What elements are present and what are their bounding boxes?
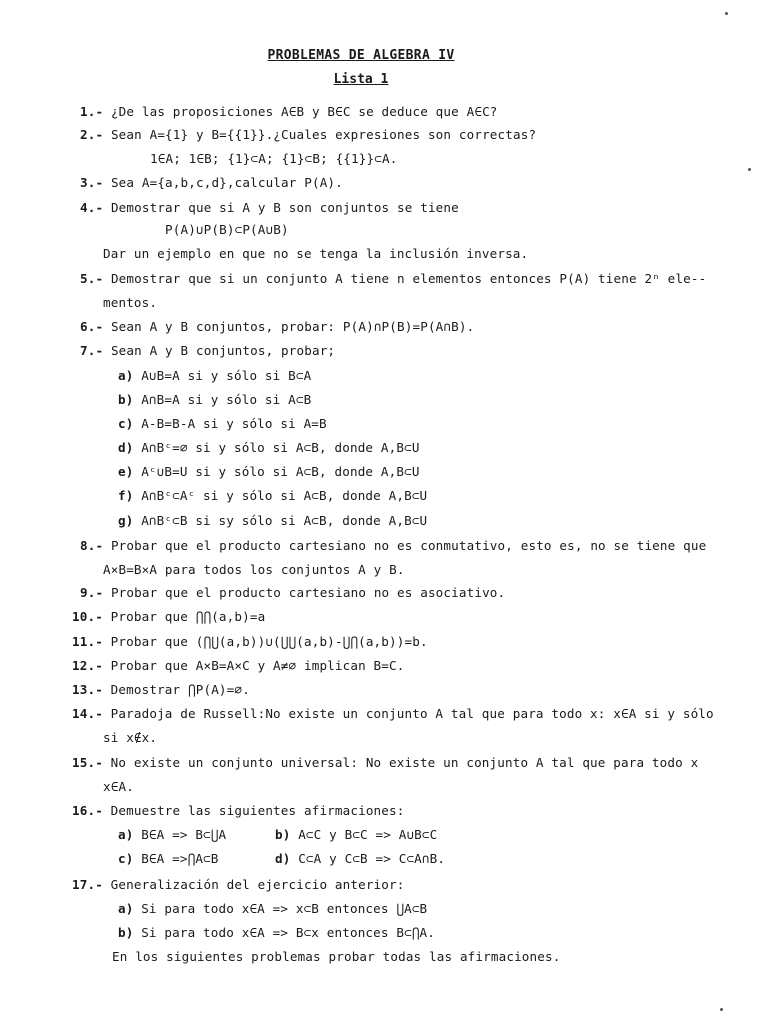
problem-number: 15.- <box>72 755 103 770</box>
problem-number: 5.- <box>80 271 104 286</box>
problem-text: En los siguientes problemas probar todas las afirmaciones. <box>112 949 561 964</box>
problem-16a <box>118 827 226 843</box>
problem-text: Demuestre las siguientes afirmaciones: <box>110 803 405 818</box>
problem-17a <box>118 901 427 917</box>
list-subtitle: Lista 1 <box>333 72 389 87</box>
problem-text: A×B=B×A para todos los conjuntos A y B. <box>103 562 405 577</box>
item-letter: d) <box>275 851 291 866</box>
item-letter: b) <box>118 925 134 940</box>
problem-text: Sea A={a,b,c,d},calcular P(A). <box>110 175 343 190</box>
problem-number: 9.- <box>80 585 104 600</box>
problem-text: A∩B=A si y sólo si A⊂B <box>141 392 312 407</box>
problem-number: 1.- <box>80 104 104 119</box>
item-letter: g) <box>118 513 134 528</box>
problem-1 <box>80 104 498 120</box>
problem-text: A⊂C y B⊂C => A∪B⊂C <box>298 827 438 842</box>
problem-number: 3.- <box>80 175 104 190</box>
problem-number: 2.- <box>80 127 104 142</box>
problem-5 <box>80 271 706 287</box>
problem-9 <box>80 585 505 601</box>
problem-7f <box>118 488 427 504</box>
problem-text: Generalización del ejercicio anterior: <box>110 877 405 892</box>
problem-7c <box>118 416 327 432</box>
problem-text: A∩Bᶜ⊂Aᶜ si y sólo si A⊂B, donde A,B⊂U <box>141 488 428 503</box>
problem-11 <box>72 634 428 650</box>
problem-10 <box>72 609 265 625</box>
item-letter: d) <box>118 440 134 455</box>
problem-number: 13.- <box>72 682 103 697</box>
problem-16b <box>275 827 437 843</box>
problem-4-formula <box>165 222 289 238</box>
scan-speck <box>725 12 728 15</box>
problem-14-cont <box>103 730 157 746</box>
problem-4 <box>80 200 459 216</box>
problem-text: No existe un conjunto universal: No existe un conjunto A tal que para todo x <box>110 755 699 770</box>
item-letter: b) <box>118 392 134 407</box>
item-letter: e) <box>118 464 134 479</box>
problem-text: Aᶜ∪B=U si y sólo si A⊂B, donde A,B⊂U <box>141 464 420 479</box>
item-letter: a) <box>118 368 134 383</box>
problem-17 <box>72 877 405 893</box>
problem-text: Dar un ejemplo en que no se tenga la inclusión inversa. <box>103 246 529 261</box>
item-letter: a) <box>118 827 134 842</box>
problem-text: Si para todo x∈A => x⊂B entonces ⋃A⊂B <box>141 901 428 916</box>
problem-number: 14.- <box>72 706 103 721</box>
scan-speck <box>748 168 751 171</box>
problem-text: Demostrar que si un conjunto A tiene n elementos entonces P(A) tiene 2ⁿ ele-- <box>110 271 707 286</box>
problem-number: 7.- <box>80 343 104 358</box>
problem-text: B∈A => B⊂⋃A <box>141 827 227 842</box>
item-letter: b) <box>275 827 291 842</box>
item-letter: a) <box>118 901 134 916</box>
problem-number: 17.- <box>72 877 103 892</box>
problem-text: A∪B=A si y sólo si B⊂A <box>141 368 312 383</box>
problem-2 <box>80 127 536 143</box>
problem-text: C⊂A y C⊂B => C⊂A∩B. <box>298 851 446 866</box>
problem-text: B∈A =>⋂A⊂B <box>141 851 219 866</box>
problem-text: A∩Bᶜ⊂B si sy sólo si A⊂B, donde A,B⊂U <box>141 513 428 528</box>
problem-text: Probar que el producto cartesiano no es conmutativo, esto es, no se tiene que <box>110 538 707 553</box>
problem-text: Sean A={1} y B={{1}}.¿Cuales expresiones son correctas? <box>110 127 537 142</box>
problem-16c <box>118 851 219 867</box>
problem-7a <box>118 368 311 384</box>
problem-text: A-B=B-A si y sólo si A=B <box>141 416 327 431</box>
item-letter: c) <box>118 416 134 431</box>
problem-7b <box>118 392 311 408</box>
problem-text: si x∉x. <box>103 730 158 745</box>
problem-7d <box>118 440 420 456</box>
item-letter: f) <box>118 488 134 503</box>
problem-number: 8.- <box>80 538 104 553</box>
problem-16 <box>72 803 405 819</box>
item-letter: c) <box>118 851 134 866</box>
problem-text: Probar que (⋂⋃(a,b))∪(⋃⋃(a,b)-⋃⋂(a,b))=b. <box>110 634 428 649</box>
problem-text: mentos. <box>103 295 158 310</box>
page-title: PROBLEMAS DE ALGEBRA IV <box>267 48 455 63</box>
problem-7g <box>118 513 427 529</box>
problem-14 <box>72 706 714 722</box>
problem-text: Demostrar ⋂P(A)=∅. <box>110 682 250 697</box>
problem-text: Probar que ⋂⋂(a,b)=a <box>110 609 266 624</box>
problem-text: 1∈A; 1∈B; {1}⊂A; {1}⊂B; {{1}}⊂A. <box>150 151 398 166</box>
problem-16d <box>275 851 445 867</box>
problem-3 <box>80 175 343 191</box>
problem-text: x∈A. <box>103 779 134 794</box>
problem-text: Probar que A×B=A×C y A≠∅ implican B=C. <box>110 658 405 673</box>
problem-text: ¿De las proposiciones A∈B y B∈C se deduce que A∈C? <box>110 104 498 119</box>
problem-text: P(A)∪P(B)⊂P(A∪B) <box>165 222 289 237</box>
problem-text: Sean A y B conjuntos, probar: P(A)∩P(B)=P(A∩B). <box>110 319 475 334</box>
problem-12 <box>72 658 405 674</box>
problem-7e <box>118 464 420 480</box>
problem-number: 11.- <box>72 634 103 649</box>
problem-number: 4.- <box>80 200 104 215</box>
problem-number: 10.- <box>72 609 103 624</box>
problem-text: Demostrar que si A y B son conjuntos se tiene <box>110 200 459 215</box>
problem-7 <box>80 343 335 359</box>
problem-13 <box>72 682 250 698</box>
problem-text: Sean A y B conjuntos, probar; <box>110 343 336 358</box>
closing-note <box>112 949 560 965</box>
scan-speck <box>720 1008 723 1011</box>
problem-5-cont <box>103 295 157 311</box>
problem-6 <box>80 319 474 335</box>
problem-number: 12.- <box>72 658 103 673</box>
problem-8 <box>80 538 706 554</box>
problem-text: A∩Bᶜ=∅ si y sólo si A⊂B, donde A,B⊂U <box>141 440 420 455</box>
problem-4-note <box>103 246 528 262</box>
problem-text: Si para todo x∈A => B⊂x entonces B⊂⋂A. <box>141 925 436 940</box>
problem-text: Probar que el producto cartesiano no es asociativo. <box>110 585 506 600</box>
problem-17b <box>118 925 435 941</box>
problem-text: Paradoja de Russell:No existe un conjunto A tal que para todo x: x∈A si y sólo <box>110 706 714 721</box>
problem-number: 16.- <box>72 803 103 818</box>
problem-8-cont <box>103 562 405 578</box>
problem-15-cont <box>103 779 134 795</box>
problem-number: 6.- <box>80 319 104 334</box>
problem-15 <box>72 755 698 771</box>
problem-2-expressions <box>150 151 397 167</box>
